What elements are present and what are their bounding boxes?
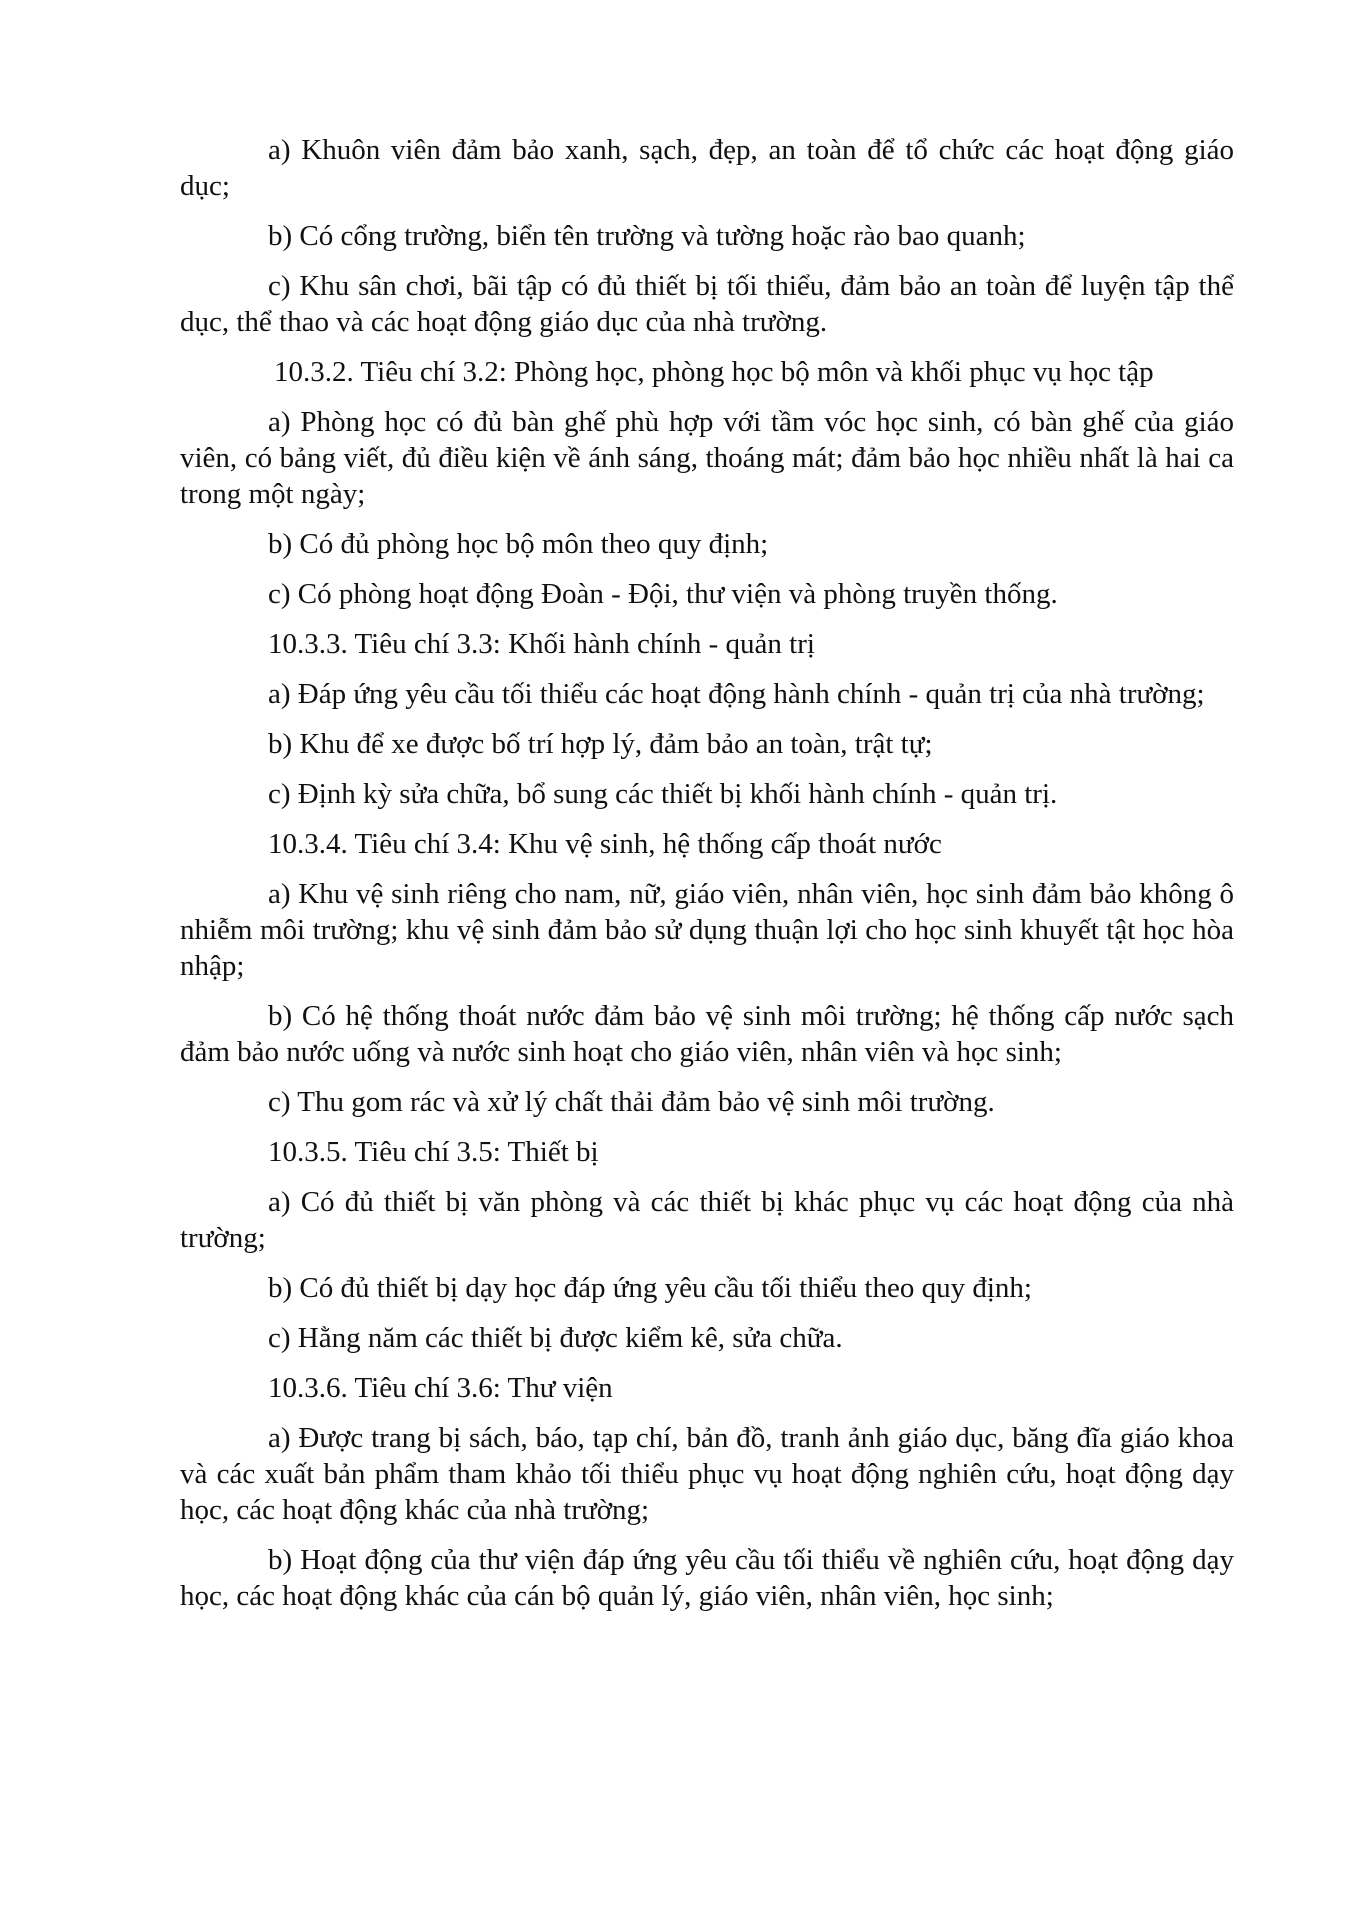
paragraph-3-4a: a) Khu vệ sinh riêng cho nam, nữ, giáo viên, nhân viên, học sinh đảm bảo không ô nhiễm môi trường; khu vệ sinh đảm bảo sử dụng thuận lợi cho học sinh khuyết tật học hòa nhập; (180, 878, 1234, 982)
heading-10-3-5: 10.3.5. Tiêu chí 3.5: Thiết bị (268, 1136, 599, 1168)
paragraph-3-2b: b) Có đủ phòng học bộ môn theo quy định; (268, 528, 769, 560)
document-page (180, 132, 1234, 1628)
paragraph-3-2a: a) Phòng học có đủ bàn ghế phù hợp với tầm vóc học sinh, có bàn ghế của giáo viên, có bảng viết, đủ điều kiện về ánh sáng, thoáng mát; đảm bảo học nhiều nhất là hai ca trong một ngày; (180, 406, 1234, 510)
paragraph-3-4b: b) Có hệ thống thoát nước đảm bảo vệ sinh môi trường; hệ thống cấp nước sạch đảm bảo nước uống và nước sinh hoạt cho giáo viên, nhân viên và học sinh; (180, 1000, 1234, 1068)
paragraph-3-3c: c) Định kỳ sửa chữa, bổ sung các thiết bị khối hành chính - quản trị. (268, 778, 1058, 810)
paragraph-3-5c: c) Hằng năm các thiết bị được kiểm kê, sửa chữa. (268, 1322, 843, 1354)
paragraph-3-4c: c) Thu gom rác và xử lý chất thải đảm bảo vệ sinh môi trường. (268, 1086, 995, 1118)
paragraph-3-5a: a) Có đủ thiết bị văn phòng và các thiết bị khác phục vụ các hoạt động của nhà trường; (180, 1186, 1234, 1254)
paragraph-3-5b: b) Có đủ thiết bị dạy học đáp ứng yêu cầu tối thiểu theo quy định; (268, 1272, 1032, 1304)
heading-10-3-3: 10.3.3. Tiêu chí 3.3: Khối hành chính - quản trị (268, 628, 815, 660)
heading-10-3-4: 10.3.4. Tiêu chí 3.4: Khu vệ sinh, hệ thống cấp thoát nước (268, 828, 942, 860)
paragraph-3-1c: c) Khu sân chơi, bãi tập có đủ thiết bị tối thiểu, đảm bảo an toàn để luyện tập thể dục, thể thao và các hoạt động giáo dục của nhà trường. (180, 270, 1234, 338)
heading-10-3-2: 10.3.2. Tiêu chí 3.2: Phòng học, phòng học bộ môn và khối phục vụ học tập (274, 356, 1154, 388)
paragraph-3-2c: c) Có phòng hoạt động Đoàn - Đội, thư viện và phòng truyền thống. (268, 578, 1058, 610)
paragraph-3-6b: b) Hoạt động của thư viện đáp ứng yêu cầu tối thiểu về nghiên cứu, hoạt động dạy học, các hoạt động khác của cán bộ quản lý, giáo viên, nhân viên, học sinh; (180, 1544, 1234, 1612)
paragraph-3-6a: a) Được trang bị sách, báo, tạp chí, bản đồ, tranh ảnh giáo dục, băng đĩa giáo khoa và các xuất bản phẩm tham khảo tối thiểu phục vụ hoạt động nghiên cứu, hoạt động dạy học, các hoạt động khác của nhà trường; (180, 1422, 1234, 1526)
paragraph-3-1b: b) Có cổng trường, biển tên trường và tường hoặc rào bao quanh; (268, 220, 1026, 252)
heading-10-3-6: 10.3.6. Tiêu chí 3.6: Thư viện (268, 1372, 613, 1404)
paragraph-3-3a: a) Đáp ứng yêu cầu tối thiểu các hoạt động hành chính - quản trị của nhà trường; (268, 678, 1205, 710)
paragraph-3-1a: a) Khuôn viên đảm bảo xanh, sạch, đẹp, an toàn để tổ chức các hoạt động giáo dục; (180, 134, 1234, 202)
paragraph-3-3b: b) Khu để xe được bố trí hợp lý, đảm bảo an toàn, trật tự; (268, 728, 933, 760)
